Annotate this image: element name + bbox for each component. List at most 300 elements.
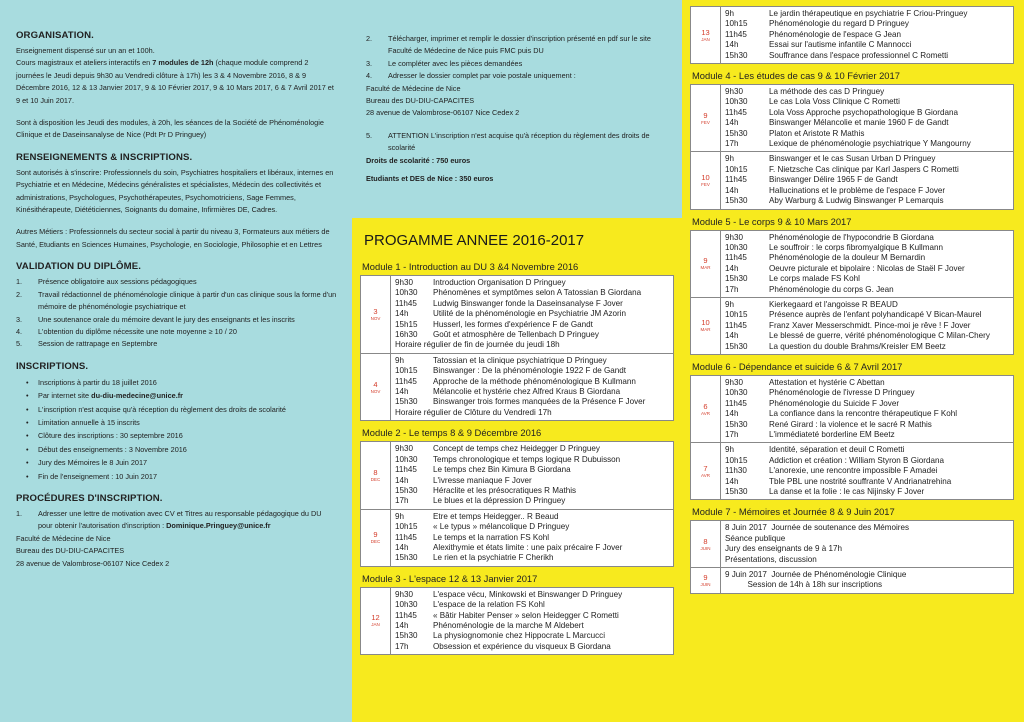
schedule-row: [725, 87, 1009, 97]
procedures-list-2: [366, 33, 670, 83]
session-title: Phénoménologie du corps G. Jean: [769, 284, 894, 294]
module-title: Module 1 - Introduction au DU 3 &4 Novembre 2016: [362, 261, 579, 272]
date-number: 13: [701, 27, 710, 37]
module-title: Module 5 - Le corps 9 & 10 Mars 2017: [692, 215, 852, 227]
session-title: Phénoménologie de l'hypocondrie B Giordana: [769, 232, 934, 242]
inscriptions-list: [16, 376, 338, 483]
session-title: Kierkegaard et l'angoisse R BEAUD: [769, 299, 898, 309]
schedule-row: [725, 154, 1009, 164]
session-time: 14h: [395, 542, 409, 552]
session-time: 16h30: [395, 330, 418, 340]
session-time: 9h: [725, 9, 735, 18]
session-time: 14h: [725, 476, 739, 486]
schedule-row: [725, 310, 1009, 320]
session-title: Le rien et la psychiatrie F Cherikh: [433, 553, 554, 563]
session-time: 14h: [725, 331, 739, 341]
item-text: [38, 470, 157, 483]
schedule-row: [725, 30, 1009, 40]
schedule-row: [725, 274, 1009, 284]
session-title: Binswanger : De la phénoménologie 1922 F de Gandt: [433, 366, 627, 376]
session-title: Le temps chez Bin Kimura B Giordana: [433, 465, 571, 475]
item-text: Une soutenance orale du mémoire devant le jury des enseignants et les inscrits: [38, 314, 295, 324]
session-time: 11h45: [395, 376, 417, 386]
procedure-step: 1. Adresser une lettre de motivation avec CV et Titres au responsable pédagogique du DU pour obtenir l'autorisation d'inscription : Dominique.Pringuey@unice.fr: [16, 508, 322, 531]
session-time: 9h30: [395, 278, 414, 287]
date-cell: [691, 443, 721, 499]
session-time: 11h45: [395, 298, 417, 308]
session-time: 15h30: [395, 397, 418, 407]
renseignements-text-1: Sont autorisés à s'inscrire: Professionnels du soin, Psychiatres hospitaliers et libéraux, internes en Psychiatrie et en Médecine, Médecins généralistes et spécialistes, Médecin des collectivités et administrations, Psychologues, Psychothérapeutes, Psychomotriciens, Sage Femmes, Kinésithérapeute, Diététiciennes, Soignants du domaine, Infirmières DE, Cadres.: [16, 167, 334, 215]
session-title: Tatossian et la clinique psychiatrique D Pringuey: [433, 355, 607, 365]
session-time: 10h30: [725, 97, 748, 107]
session-title: Le blues et la dépression D Pringuey: [433, 496, 566, 506]
date-month: JUIN: [700, 545, 711, 551]
schedule-rows: [721, 85, 1013, 151]
date-cell: [361, 276, 391, 353]
item-text: Inscriptions à partir du 18 juillet 2016: [38, 377, 157, 387]
schedule-row: [725, 264, 1009, 274]
schedule-row: [725, 129, 1009, 139]
session-title: Concept de temps chez Heidegger D Pringuey: [433, 444, 600, 454]
renseignements-heading: RENSEIGNEMENTS & INSCRIPTIONS.: [16, 151, 193, 163]
address-line: 28 avenue de Valombrose-06107 Nice Cedex 2: [16, 558, 170, 568]
session-time: 14h: [725, 40, 739, 50]
session-time: 9h: [395, 511, 405, 521]
date-cell: [691, 152, 721, 208]
session-title: Temps chronologique et temps logique R Dubuisson: [433, 454, 621, 464]
session-title: Addiction et création : William Styron B Giordana: [769, 455, 944, 465]
session-time: 10h30: [725, 388, 748, 398]
schedule-rows: [391, 442, 673, 508]
session-title: Approche de la méthode phénoménologique B Kullmann: [433, 376, 636, 386]
date-cell: [691, 568, 721, 593]
inscription-item: [16, 376, 338, 389]
schedule-row: [395, 309, 669, 319]
organisation-heading: ORGANISATION.: [16, 30, 94, 41]
schedule-rows: [721, 443, 1013, 499]
schedule-row: [725, 40, 1009, 50]
inscription-item: [16, 429, 338, 442]
session-time: 10h15: [725, 455, 748, 465]
schedule-row: [395, 512, 669, 522]
module-day: [361, 276, 673, 353]
schedule-row: [725, 388, 1009, 398]
session-time: 14h: [725, 263, 739, 273]
item-text: L'obtention du diplôme nécessite une note moyenne ≥ 10 / 20: [38, 326, 237, 336]
schedule-row: [725, 342, 1009, 352]
validation-item: [16, 289, 338, 314]
session-time: 11h45: [725, 253, 747, 263]
session-title: « Bâtir Habiter Penser » selon Heidegger C Rometti: [433, 610, 619, 620]
module-title: Module 7 - Mémoires et Journée 8 & 9 Juin 2017: [692, 506, 895, 518]
item-text: Session de rattrapage en Septembre: [38, 339, 158, 349]
schedule-row: [395, 533, 669, 543]
session-title: Aby Warburg & Ludwig Binswanger P Lemarquis: [769, 196, 944, 206]
session-title: Phénoménologie de l'espace G Jean: [769, 29, 902, 39]
session-time: 15h15: [395, 319, 418, 329]
session-time: 11h45: [725, 175, 747, 185]
session-time: 14h: [395, 387, 409, 397]
date-month: DEC: [370, 477, 381, 482]
session-time: 11h45: [395, 465, 417, 475]
schedule-row: [725, 300, 1009, 310]
session-time: 10h30: [395, 288, 418, 298]
session-title: L'immédiateté borderline EM Beetz: [769, 430, 895, 439]
schedule-row: [395, 486, 669, 496]
module-day: [691, 7, 1013, 63]
validation-item: [16, 326, 338, 338]
schedule-row: [725, 331, 1009, 341]
item-text: [38, 376, 157, 389]
date-month: JAN: [701, 36, 710, 42]
bullet-icon: •: [26, 444, 29, 454]
session-title: Tble PBL une nostrité souffrante V Andrianatrehina: [769, 476, 952, 486]
bullet-icon: •: [26, 417, 29, 427]
date-cell: [361, 588, 391, 654]
item-text: [38, 429, 183, 442]
schedule-rows: [721, 521, 1013, 567]
schedule-row: [725, 108, 1009, 118]
organisation-text-3: Sont à disposition les Jeudi des modules, à 20h, les séances de la Société de Phénoménologie Clinique et de Daseinsanalyse de Nice (Pdt Pr D Pringuey): [16, 118, 324, 140]
date-cell: [361, 510, 391, 566]
item-text: Début des enseignements : 3 Novembre 2016: [38, 444, 187, 454]
date-month: NOV: [370, 315, 381, 321]
item-text: Télécharger, imprimer et remplir le dossier d'inscription présenté en pdf sur le site Faculté de Médecine de Nice puis FMC puis DU: [388, 34, 651, 56]
module-day: [691, 297, 1013, 354]
item-text: [38, 389, 183, 402]
schedule-row: [725, 139, 1009, 149]
schedule-row: [725, 399, 1009, 409]
item-text: [38, 456, 147, 469]
procedure-step: [366, 70, 670, 82]
schedule-row: [395, 642, 669, 652]
date-month: AVR: [701, 410, 710, 416]
date-cell: [691, 231, 721, 297]
date-month: MAR: [700, 327, 711, 333]
date-cell: [691, 376, 721, 442]
session-title: Phénomènes et symptômes selon A Tatossian B Giordana: [433, 288, 642, 298]
session-title: La danse et la folie : le cas Nijinsky F Jover: [769, 487, 925, 497]
website-link[interactable]: du-diu-medecine@unice.fr: [91, 391, 183, 401]
session-title: L'espace vécu, Minkowski et Binswanger D Pringuey: [433, 589, 623, 599]
schedule-rows: [721, 152, 1013, 208]
schedule-row: [725, 409, 1009, 419]
schedule-rows: [721, 298, 1013, 354]
module-title: Module 4 - Les études de cas 9 & 10 Février 2017: [692, 70, 900, 82]
session-time: 14h: [725, 409, 739, 419]
session-title: Binswanger Mélancolie et manie 1960 F de Gandt: [769, 118, 949, 128]
date-cell: [361, 354, 391, 420]
date-cell: [691, 7, 721, 63]
session-title: Présence auprès de l'enfant polyhandicapé V Bican-Maurel: [769, 310, 982, 320]
schedule-rows: [721, 231, 1013, 297]
contact-email[interactable]: Dominique.Pringuey@unice.fr: [166, 521, 271, 531]
module-box: [360, 587, 674, 655]
session-time: 15h30: [725, 274, 748, 284]
session-title: Lola Voss Approche psychopathologique B Giordana: [769, 107, 958, 117]
inscription-item: [16, 403, 338, 416]
date-cell: [691, 521, 721, 567]
session-title: L'anorexie, une rencontre impossible F Amadei: [769, 466, 938, 476]
schedule-row: [725, 51, 1009, 61]
module-title: Module 6 - Dépendance et suicide 6 & 7 Avril 2017: [692, 360, 903, 372]
schedule-row: [725, 253, 1009, 263]
date-cell: [691, 298, 721, 354]
inscriptions-heading: INSCRIPTIONS.: [16, 360, 89, 372]
session-title: Oeuvre picturale et bipolaire : Nicolas de Staël F Jover: [769, 263, 965, 273]
schedule-row: [395, 611, 669, 621]
session-title: Le souffroir : le corps fibromyalgique B Kullmann: [769, 242, 943, 252]
date-number: 8: [703, 536, 708, 546]
session-title: Phénoménologie du Suicide F Jover: [769, 398, 900, 408]
inscription-item: [16, 389, 338, 402]
session-title: L'ivresse maniaque F Jover: [433, 475, 532, 485]
schedule-row: [395, 543, 669, 553]
validation-item: [16, 314, 338, 326]
schedule-row: [395, 600, 669, 610]
session-time: 9h: [725, 299, 735, 309]
schedule-row: [395, 330, 669, 340]
date-month: NOV: [370, 388, 381, 394]
schedule-row: [725, 186, 1009, 196]
session-title: Phénoménologie de l'ivresse D Pringuey: [769, 388, 915, 398]
session-time: 17h: [395, 641, 409, 651]
item-text: L'inscription n'est acquise qu'à réception du règlement des droits de scolarité: [38, 404, 286, 414]
schedule-note: Jury des enseignants de 9 à 17h: [725, 544, 842, 554]
date-month: AVR: [701, 472, 710, 478]
validation-item: [16, 338, 338, 350]
schedule-row: [395, 387, 669, 397]
schedule-note: Session de 14h à 18h sur inscriptions: [725, 580, 883, 590]
schedule-rows: [721, 7, 1013, 63]
item-text: [38, 443, 187, 456]
item-number: 2.: [366, 34, 373, 43]
schedule-row: [395, 444, 669, 454]
schedule-row: [725, 285, 1009, 295]
schedule-rows: [721, 376, 1013, 442]
schedule-row: [725, 97, 1009, 107]
organisation-text-2: Cours magistraux et ateliers interactifs en 7 modules de 12h (chaque module comprend 2 journées le Jeudi depuis 9h30 au Vendredi clôture à 17h) les 3 & 4 Novembre 2016, 8 & 9 Décembre 2016, 12 & 13 Janvier 2017, 9 & 10 Février 2017, 9 & 10 Mars 2017, 6 & 7 Avril 2017 et 9 et 10 Juin 2017.: [16, 58, 334, 105]
session-title: Phénoménologie de la douleur M Bernardin: [769, 253, 926, 263]
session-title: La confiance dans la rencontre thérapeutique F Kohl: [769, 409, 958, 419]
schedule-row: [395, 397, 669, 407]
schedule-row: [725, 175, 1009, 185]
schedule-row: [725, 9, 1009, 19]
validation-list: [16, 276, 338, 350]
session-time: 14h: [395, 475, 409, 485]
schedule-row: [395, 455, 669, 465]
schedule-rows: [391, 510, 673, 566]
schedule-row: [725, 420, 1009, 430]
session-title: René Girard : la violence et le sacré R Mathis: [769, 419, 932, 429]
item-text: Clôture des inscriptions : 30 septembre 2016: [38, 431, 183, 441]
module-day: [691, 442, 1013, 499]
column-information: [0, 0, 352, 722]
module-box: [690, 84, 1014, 209]
address-line: 28 avenue de Valombrose-06107 Nice Cedex 2: [366, 108, 520, 118]
schedule-row: [395, 377, 669, 387]
validation-item: [16, 276, 338, 288]
session-title: Phénoménologie du regard D Pringuey: [769, 19, 909, 29]
schedule-row: [725, 430, 1009, 440]
validation-heading: VALIDATION DU DIPLÔME.: [16, 261, 141, 273]
organisation-text-1: Enseignement dispensé sur un an et 100h.: [16, 46, 155, 55]
date-number: 9: [703, 572, 708, 582]
session-time: 9h30: [725, 377, 744, 387]
session-time: 11h45: [725, 398, 747, 408]
session-title: Husserl, les formes d'expérience F de Gandt: [433, 319, 593, 329]
item-text: Le compléter avec les pièces demandées: [388, 58, 523, 68]
session-title: Goût et atmosphère de Tellenbach D Pringuey: [433, 330, 599, 340]
item-number: 1.: [16, 277, 23, 287]
schedule-row: [395, 465, 669, 475]
item-text: [38, 403, 286, 416]
session-title: Essai sur l'autisme infantile C Mannocci: [769, 40, 912, 50]
schedule-row: [725, 243, 1009, 253]
schedule-row: [395, 299, 669, 309]
session-time: 15h30: [725, 128, 748, 138]
session-time: 11h30: [725, 466, 747, 476]
fees-line: Droits de scolarité : 750 euros: [366, 155, 471, 165]
session-time: 17h: [725, 430, 739, 439]
date-number: 9: [703, 256, 708, 266]
module-box: [360, 441, 674, 566]
renseignements-text-2: Autres Métiers : Professionnels du secteur social à partir du niveau 3, Formateurs aux métiers de Santé, Etudiants en Sciences Humaines, Psychologie, en Sociologie, Philosophie et en Lettres: [16, 227, 330, 249]
date-month: MAR: [700, 265, 711, 271]
session-title: La question du double Brahms/Kreisler EM Beetz: [769, 341, 946, 351]
session-title: Identité, séparation et deuil C Rometti: [769, 445, 905, 455]
module-box: [690, 230, 1014, 355]
schedule-row: [395, 621, 669, 631]
module-day: [691, 567, 1013, 593]
schedule-note: Horaire régulier de Clôture du Vendredi 17h: [395, 407, 552, 417]
schedule-note: Présentations, discussion: [725, 554, 817, 564]
module-title: Module 3 - L'espace 12 & 13 Janvier 2017: [362, 572, 538, 584]
session-title: Le blessé de guerre, vérité phénoménologique C Milan-Chery: [769, 331, 990, 341]
procedures-warning: [366, 130, 670, 155]
schedule-note: Horaire régulier de fin de journée du jeudi 18h: [395, 340, 560, 350]
session-time: 14h: [395, 620, 409, 630]
schedule-note: Séance publique: [725, 533, 786, 543]
session-time: 11h45: [725, 107, 747, 117]
session-time: 10h15: [725, 164, 748, 174]
session-title: L'espace de la relation FS Kohl: [433, 600, 545, 610]
date-number: 12: [371, 613, 380, 623]
session-time: 15h30: [725, 419, 748, 429]
schedule-row: [395, 590, 669, 600]
session-title: « Le typus » mélancolique D Pringuey: [433, 522, 570, 532]
item-number: 4.: [16, 326, 23, 336]
schedule-note: 9 Juin 2017 Journée de Phénoménologie Clinique: [725, 570, 907, 580]
session-title: Alexithymie et états limite : une paix précaire F Jover: [433, 542, 623, 552]
date-month: FEV: [701, 181, 710, 187]
session-title: Attestation et hystérie C Abettan: [769, 377, 885, 387]
item-text: [38, 416, 140, 429]
schedule-row: [395, 476, 669, 486]
session-time: 14h: [725, 118, 739, 128]
session-time: 14h: [395, 309, 409, 319]
session-time: 9h30: [725, 87, 744, 97]
schedule-rows: [721, 568, 1013, 593]
session-time: 9h30: [725, 232, 744, 242]
date-number: 9: [373, 530, 378, 540]
inscription-item: [16, 456, 338, 469]
session-time: 9h: [395, 355, 405, 365]
session-title: Souffrance dans l'espace professionnel C Rometti: [769, 50, 949, 60]
session-title: Le jardin thérapeutique en psychiatrie F Criou-Pringuey: [769, 9, 968, 18]
session-time: 11h45: [725, 29, 747, 39]
module-day: [361, 588, 673, 654]
item-text: Par internet site: [38, 391, 92, 401]
date-number: 10: [701, 318, 710, 328]
item-text: Travail rédactionnel de phénoménologie clinique à partir d'un cas clinique sous la forme d'un mémoire de phénoménologie psychiatrique et: [38, 289, 337, 312]
item-text: Jury des Mémoires le 8 Juin 2017: [38, 458, 148, 468]
address-line: Faculté de Médecine de Nice: [16, 533, 111, 543]
session-title: La physiognomonie chez Hippocrate L Marcucci: [433, 631, 606, 641]
procedure-step: [366, 58, 670, 70]
schedule-row: [725, 165, 1009, 175]
session-title: Mélancolie et hystérie chez Alfred Kraus B Giordana: [433, 387, 621, 397]
date-number: 4: [373, 379, 378, 389]
session-time: 11h45: [395, 532, 417, 542]
programme-modules-2: [690, 70, 1014, 594]
session-time: 10h15: [395, 522, 418, 532]
programme-title: PROGAMME ANNEE 2016-2017: [364, 232, 585, 249]
item-number: 2.: [16, 289, 23, 299]
module-day: [691, 521, 1013, 567]
schedule-row: [725, 445, 1009, 455]
date-number: 10: [701, 172, 710, 182]
session-time: 15h30: [725, 341, 748, 351]
item-number: 3.: [16, 314, 23, 324]
item-text: Présence obligatoire aux sessions pédagogiques: [38, 277, 197, 287]
session-time: 9h30: [395, 589, 414, 599]
session-time: 14h: [725, 185, 739, 195]
schedule-row: [395, 522, 669, 532]
session-time: 11h45: [395, 610, 417, 620]
module-box: [360, 275, 674, 421]
bullet-icon: •: [26, 391, 29, 401]
session-title: Utilité de la phénoménologie en Psychiatrie JM Azorin: [433, 309, 627, 319]
inscription-item: [16, 470, 338, 483]
bullet-icon: •: [26, 471, 29, 481]
session-title: Lexique de phénoménologie psychiatrique Y Mangourny: [769, 139, 971, 149]
session-title: Franz Xaver Messerschmidt. Pince-moi je rêve ! F Jover: [769, 320, 971, 330]
item-text: Adresser le dossier complet par voie postale uniquement :: [388, 71, 576, 81]
module-day: [691, 151, 1013, 208]
session-time: 10h15: [725, 19, 748, 29]
item-number: 4.: [366, 71, 373, 81]
session-title: Etre et temps Heidegger.. R Beaud: [433, 511, 559, 521]
schedule-row: [395, 496, 669, 506]
column-procedures: [352, 0, 682, 218]
session-time: 10h15: [395, 366, 418, 376]
session-time: 9h30: [395, 444, 414, 454]
session-time: 9h: [725, 154, 735, 164]
column-programme-continued: [682, 0, 1024, 722]
session-time: 9h: [725, 445, 735, 455]
procedures-heading: PROCÉDURES D'INSCRIPTION.: [16, 492, 163, 504]
session-title: La méthode des cas D Pringuey: [769, 87, 885, 97]
module-box: [690, 375, 1014, 500]
procedure-step: 5. ATTENTION L'inscription n'est acquise qu'à réception du règlement des droits de scolarité: [366, 130, 650, 153]
address-line: Bureau des DU-DIU-CAPACITES: [16, 546, 125, 556]
schedule-row: [395, 553, 669, 563]
schedule-rows: [391, 354, 673, 420]
session-time: 15h30: [725, 196, 748, 206]
inscription-item: [16, 443, 338, 456]
session-title: Hallucinations et le problème de l'espace F Jover: [769, 185, 946, 195]
